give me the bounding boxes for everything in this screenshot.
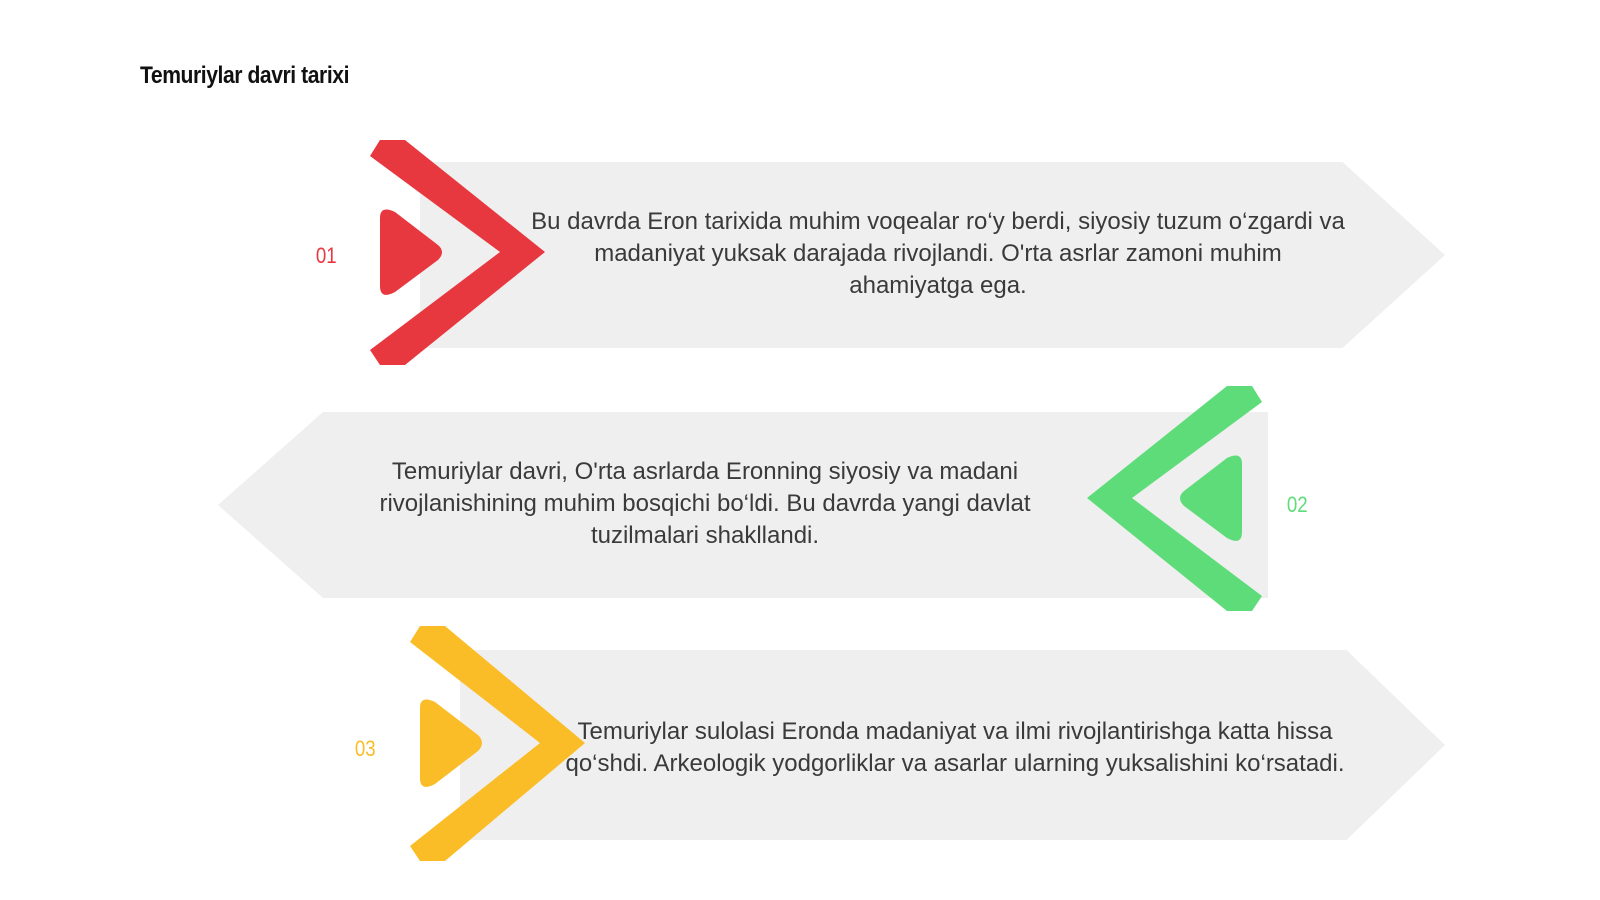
chevron-02-inner xyxy=(1180,456,1242,541)
chevron-left-icon-02 xyxy=(1072,386,1282,616)
step-number-02: 02 xyxy=(1286,492,1308,517)
chevron-03-inner xyxy=(420,700,482,787)
page-title: Temuriylar davri tarixi xyxy=(140,62,349,89)
step-text-01: Bu davrda Eron tarixida muhim voqealar ro‘y berdi, siyosiy tuzum o‘zgardi va madaniyat yuksak darajada rivojlandi. O'rta asrlar zamoni muhim ahamiyatga ega. xyxy=(531,208,1345,299)
step-number-03: 03 xyxy=(354,736,376,761)
step-text-03: Temuriylar sulolasi Eronda madaniyat va ilmi rivojlantirishga katta hissa qo‘shdi. Arkeologik yodgorliklar va asarlar ularning yuksalishini ko‘rsatadi. xyxy=(565,718,1345,777)
chevron-01-inner xyxy=(380,210,442,295)
step-text-02: Temuriylar davri, O'rta asrlarda Eronning siyosiy va madani rivojlanishining muhim bosqichi bo‘ldi. Bu davrda yangi davlat tuzilmalari shakllandi. xyxy=(379,458,1031,549)
step-number-01: 01 xyxy=(315,243,337,268)
chevron-right-icon-01 xyxy=(350,140,560,370)
